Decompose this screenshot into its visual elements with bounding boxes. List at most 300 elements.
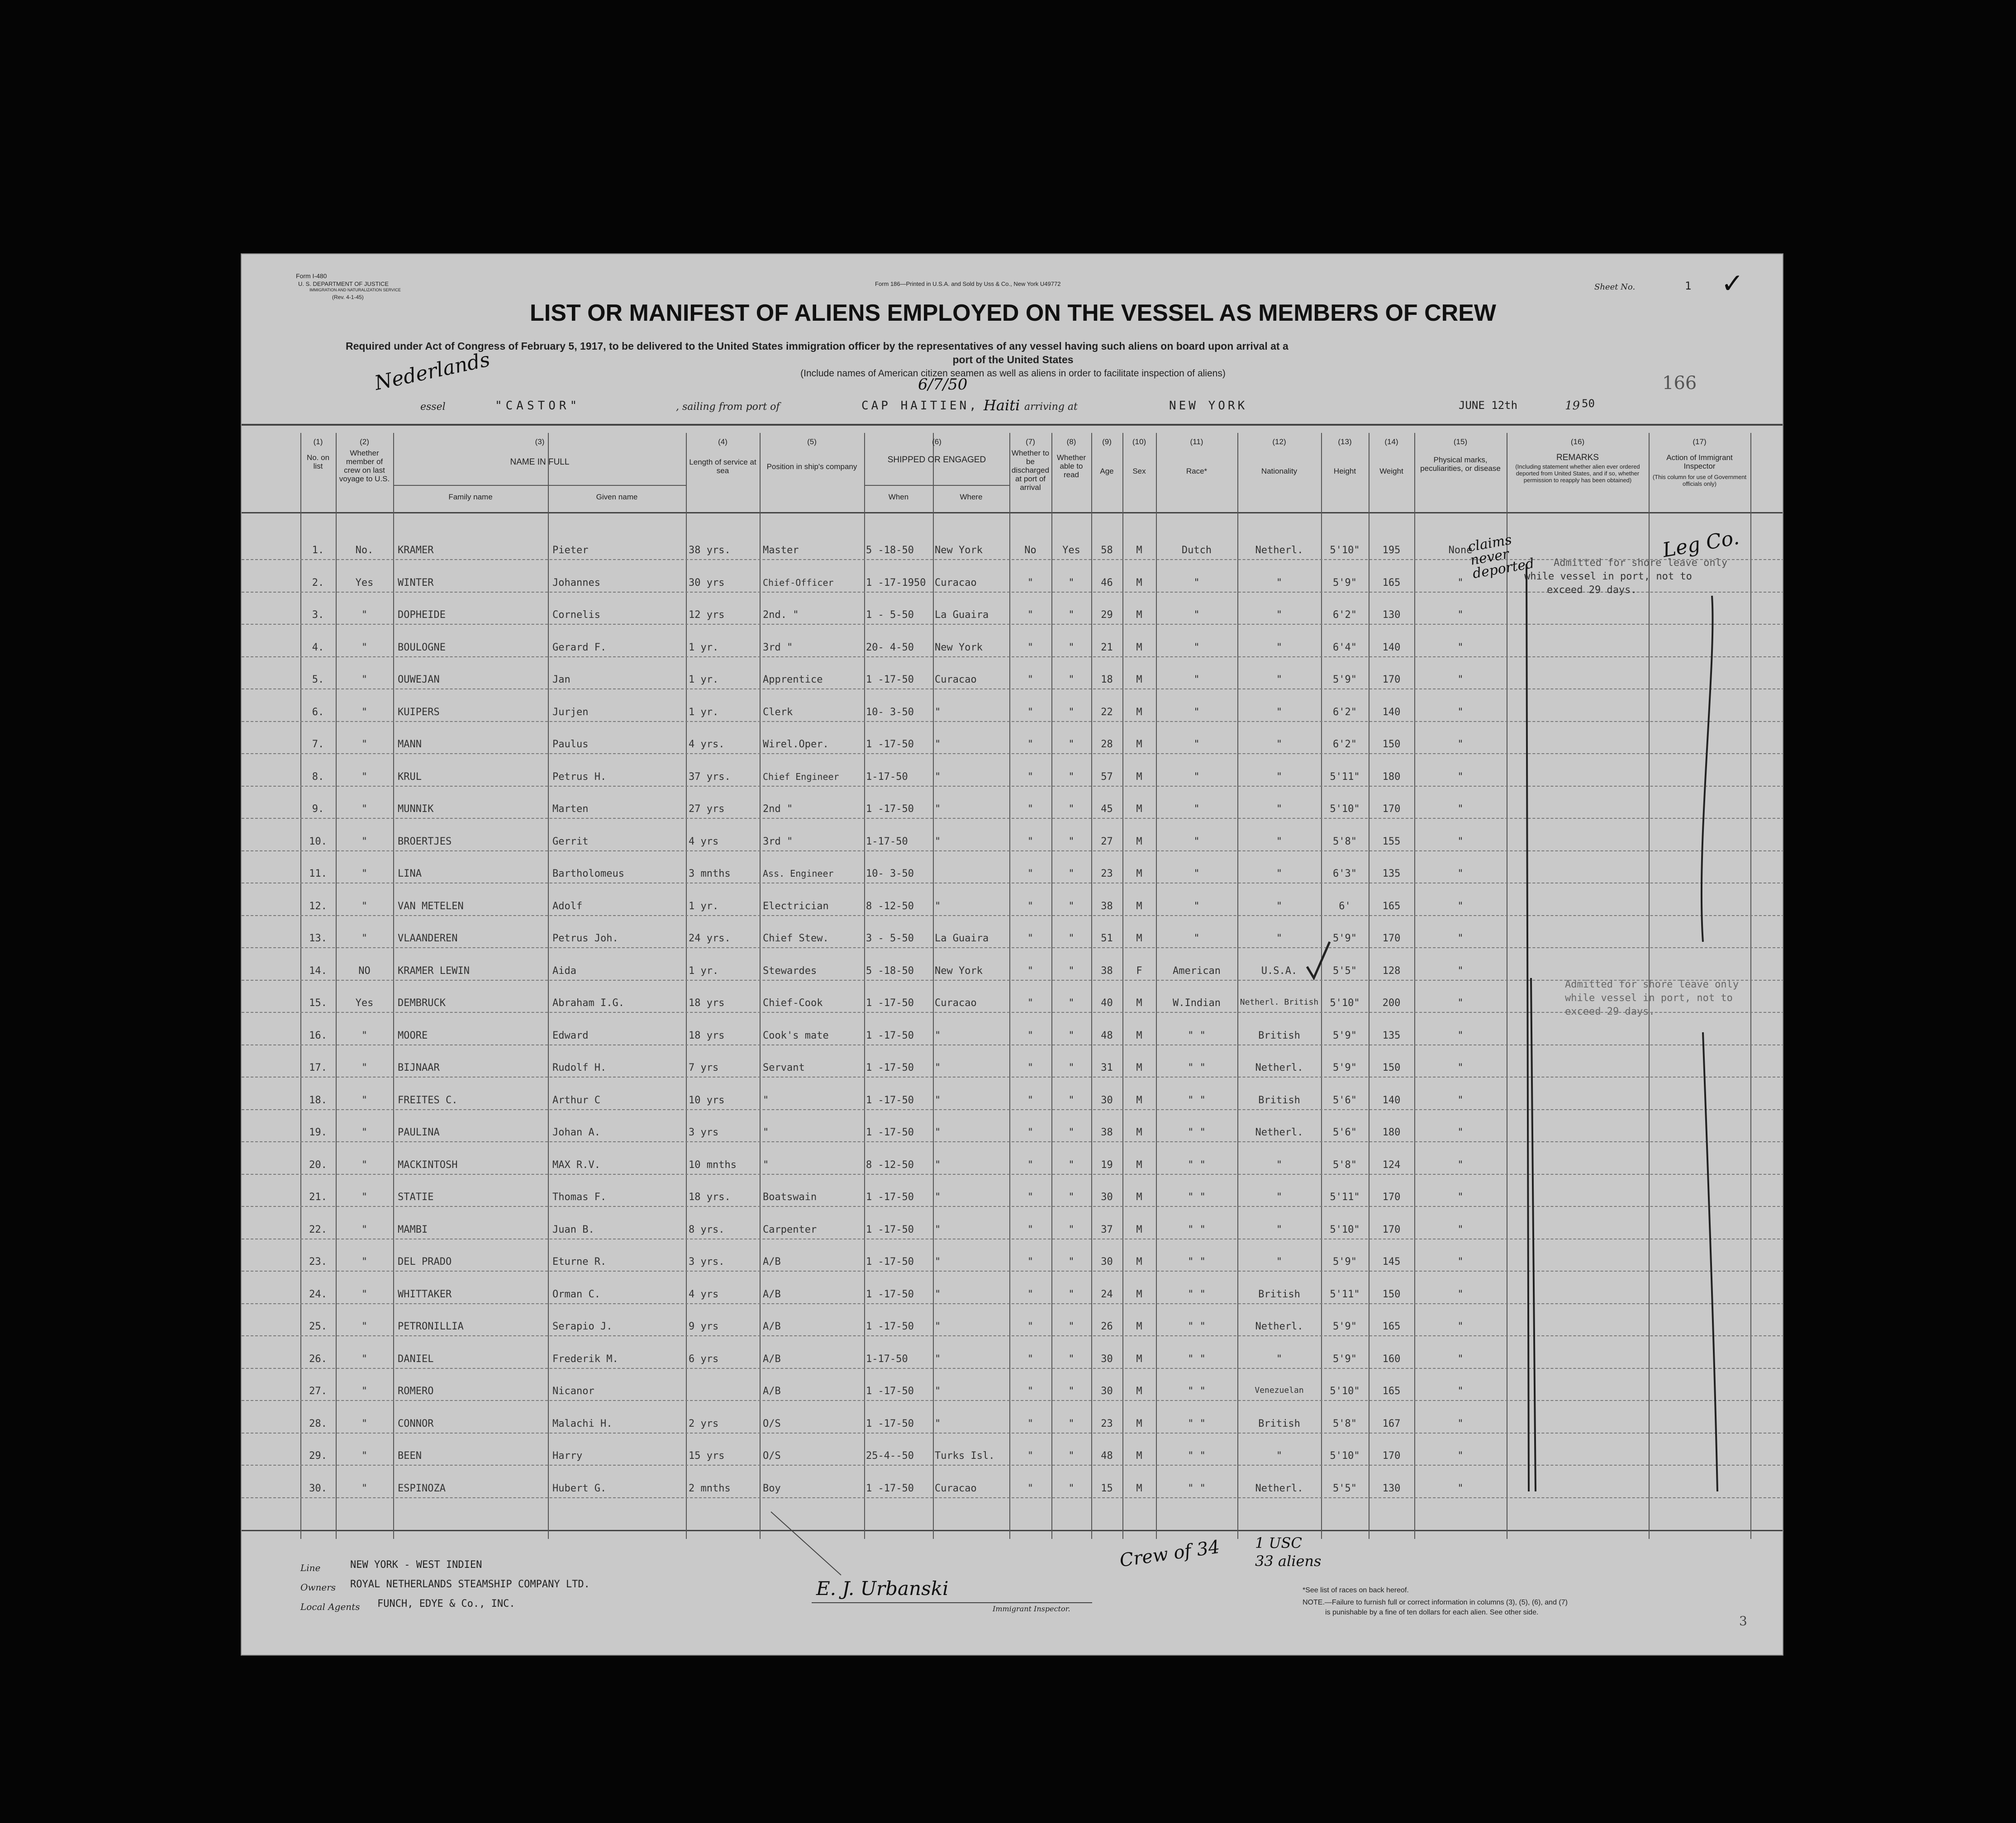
signature-rule (812, 1602, 1092, 1603)
form-rev: (Rev. 4-1-45) (332, 294, 364, 300)
cell-race: " " (1188, 1353, 1206, 1365)
cell-age: 58 (1101, 545, 1113, 556)
cell-sex: M (1136, 1450, 1142, 1462)
cell-no: 4. (312, 641, 324, 653)
cell-weight: 135 (1382, 868, 1401, 879)
cell-marks: " (1457, 1062, 1464, 1073)
cell-position: Carpenter (763, 1224, 817, 1235)
cell-position: Clerk (763, 706, 793, 718)
action-handwritten: Leg Co. (1660, 526, 1741, 562)
cell-when: 1-17-50 (866, 836, 908, 847)
cell-when: 1 -17-50 (866, 739, 914, 750)
cell-nationality: " (1276, 641, 1283, 653)
cell-weight: 135 (1382, 1030, 1401, 1041)
cell-position: Servant (763, 1062, 805, 1073)
cell-marks: " (1457, 1127, 1464, 1138)
line-label: Line (300, 1562, 321, 1573)
cell-height: 6'2" (1333, 706, 1357, 718)
col-weight: Weight (1379, 467, 1403, 475)
cell-height: 5'9" (1333, 674, 1357, 685)
cell-read: " (1068, 1127, 1075, 1138)
col-age: Age (1100, 467, 1114, 475)
cell-marks: " (1457, 739, 1464, 750)
cell-age: 38 (1101, 900, 1113, 912)
cell-family: KRAMER LEWIN (398, 965, 470, 977)
col-sex: Sex (1132, 467, 1146, 475)
cell-service: 27 yrs (689, 803, 725, 815)
cell-race: " (1193, 900, 1200, 912)
cell-where: " (935, 1321, 941, 1332)
cell-prev: " (361, 1386, 368, 1397)
cell-race: " " (1188, 1256, 1206, 1268)
cell-weight: 170 (1382, 1450, 1401, 1462)
cell-service: 2 mnths (689, 1482, 731, 1494)
cell-where: Turks Isl. (935, 1450, 995, 1462)
cell-family: MANN (398, 739, 422, 750)
cell-nationality: " (1276, 836, 1283, 847)
cell-marks: None (1448, 545, 1473, 556)
cell-nationality: Netherl. British (1240, 997, 1319, 1007)
cell-no: 5. (312, 674, 324, 685)
cell-position: 3rd " (763, 836, 793, 847)
cell-where: La Guaira (935, 933, 989, 944)
cell-no: 27. (309, 1386, 327, 1397)
inspector-signature: E. J. Urbanski (816, 1577, 949, 1600)
cell-sex: M (1136, 1127, 1142, 1138)
cell-service: 1 yr. (689, 674, 719, 685)
cell-where: " (935, 1062, 941, 1073)
cell-when: 1-17-50 (866, 1353, 908, 1365)
cell-height: 5'9" (1333, 1353, 1357, 1365)
cell-race: " (1193, 836, 1200, 847)
cell-height: 5'9" (1333, 933, 1357, 944)
col-num: (12) (1272, 437, 1286, 446)
cell-weight: 165 (1382, 1386, 1401, 1397)
cell-service: 3 yrs (689, 1127, 719, 1138)
cell-nationality: " (1276, 674, 1283, 685)
cell-service: 3 yrs. (689, 1256, 725, 1268)
cell-where: " (935, 706, 941, 718)
cell-height: 5'9" (1333, 1256, 1357, 1268)
cell-service: 38 yrs. (689, 545, 731, 556)
cell-service: 18 yrs. (689, 1192, 731, 1203)
cell-sex: M (1136, 1224, 1142, 1235)
corner-mark: 3 (1739, 1614, 1747, 1628)
cell-given: Aida (552, 965, 576, 977)
sheet-label: Sheet No. (1594, 282, 1636, 292)
cell-age: 24 (1101, 1288, 1113, 1300)
cell-height: 5'6" (1333, 1094, 1357, 1106)
cell-age: 23 (1101, 1418, 1113, 1429)
cell-where: " (935, 803, 941, 815)
sailing-label: , sailing from port of (676, 401, 780, 413)
cell-prev: " (361, 1159, 368, 1171)
cell-read: Yes (1062, 545, 1080, 556)
cell-weight: 170 (1382, 1192, 1401, 1203)
col-able-to-read: Whether able to read (1056, 453, 1086, 479)
cell-no: 12. (309, 900, 327, 912)
cell-position: O/S (763, 1418, 781, 1429)
cell-where: " (935, 1386, 941, 1397)
cell-no: 2. (312, 577, 324, 589)
cell-position: " (763, 1094, 769, 1106)
cell-read: " (1068, 1094, 1075, 1106)
cell-where: New York (935, 545, 983, 556)
line-value: NEW YORK - WEST INDIEN (350, 1559, 482, 1571)
cell-when: 1 -17-1950 (866, 577, 926, 589)
cell-nationality: " (1276, 1192, 1283, 1203)
cell-given: Johan A. (552, 1127, 600, 1138)
cell-prev: " (361, 1030, 368, 1041)
cell-sex: M (1136, 1353, 1142, 1365)
cell-prev: " (361, 1321, 368, 1332)
cell-service: 1 yr. (689, 706, 719, 718)
cell-nationality: " (1276, 1353, 1283, 1365)
cell-when: 1 - 5-50 (866, 609, 914, 621)
cell-discharged: " (1027, 803, 1034, 815)
cell-prev: " (361, 900, 368, 912)
cell-discharged: " (1027, 1127, 1034, 1138)
ditto-line (1702, 596, 1713, 942)
cell-age: 38 (1101, 965, 1113, 977)
cell-nationality: " (1276, 803, 1283, 815)
cell-marks: " (1457, 1321, 1464, 1332)
cell-sex: M (1136, 1192, 1142, 1203)
cell-sex: M (1136, 1321, 1142, 1332)
col-num: (16) (1570, 437, 1585, 446)
checkmark: ✓ (1721, 268, 1744, 299)
cell-weight: 130 (1382, 609, 1401, 621)
cell-service: 6 yrs (689, 1353, 719, 1365)
cell-nationality: " (1276, 900, 1283, 912)
cell-discharged: " (1027, 1030, 1034, 1041)
cell-discharged: " (1027, 1353, 1034, 1365)
cell-height: 5'10" (1330, 1450, 1360, 1462)
cell-no: 25. (309, 1321, 327, 1332)
cell-race: " " (1188, 1159, 1206, 1171)
cell-family: BEEN (398, 1450, 422, 1462)
cell-no: 9. (312, 803, 324, 815)
cell-service: 15 yrs (689, 1450, 725, 1462)
cell-race: " (1193, 706, 1200, 718)
cell-no: 11. (309, 868, 327, 879)
pen-stroke (771, 1512, 841, 1575)
cell-age: 18 (1101, 674, 1113, 685)
cell-given: Gerard F. (552, 641, 607, 653)
cell-sex: M (1136, 1386, 1142, 1397)
cell-age: 30 (1101, 1353, 1113, 1365)
cell-sex: M (1136, 836, 1142, 847)
cell-marks: " (1457, 1256, 1464, 1268)
cell-age: 48 (1101, 1030, 1113, 1041)
cell-where: " (935, 1192, 941, 1203)
cell-marks: " (1457, 706, 1464, 718)
cell-weight: 165 (1382, 577, 1401, 589)
col-remarks-sub: (Including statement whether alien ever ordered deported from United States, and if so, whether permission to reapply has been obtained) (1515, 463, 1640, 484)
cell-position: Chief-Cook (763, 997, 823, 1009)
cell-read: " (1068, 1288, 1075, 1300)
cell-weight: 180 (1382, 1127, 1401, 1138)
cell-age: 27 (1101, 836, 1113, 847)
col-num: (5) (807, 437, 817, 446)
cell-position: Cook's mate (763, 1030, 829, 1041)
cell-family: BOULOGNE (398, 641, 446, 653)
cell-family: DOPHEIDE (398, 609, 446, 621)
cell-given: Thomas F. (552, 1192, 607, 1203)
owners-label: Owners (300, 1582, 336, 1593)
cell-height: 5'6" (1333, 1127, 1357, 1138)
cell-height: 5'9" (1333, 577, 1357, 589)
cell-read: " (1068, 739, 1075, 750)
cell-weight: 128 (1382, 965, 1401, 977)
cell-height: 5'9" (1333, 1321, 1357, 1332)
cell-sex: M (1136, 706, 1142, 718)
cell-age: 30 (1101, 1192, 1113, 1203)
cell-prev: NO (358, 965, 371, 977)
cell-read: " (1068, 1192, 1075, 1203)
cell-race: " " (1188, 1030, 1206, 1041)
cell-prev: " (361, 1094, 368, 1106)
cell-when: 1 -17-50 (866, 1321, 914, 1332)
cell-height: 5'8" (1333, 1159, 1357, 1171)
cell-position: A/B (763, 1386, 781, 1397)
manifest-sheet (241, 253, 1783, 1656)
col-action: Action of Immigrant Inspector (1666, 453, 1733, 470)
cell-given: Hubert G. (552, 1482, 607, 1494)
cell-where: " (935, 739, 941, 750)
cell-sex: M (1136, 1159, 1142, 1171)
cell-discharged: " (1027, 1288, 1034, 1300)
cell-position: Chief Engineer (763, 771, 839, 782)
cell-marks: " (1457, 674, 1464, 685)
cell-where: " (935, 1418, 941, 1429)
col-race: Race* (1186, 467, 1208, 475)
cell-nationality: Netherl. (1255, 1127, 1303, 1138)
cell-nationality: British (1258, 1094, 1300, 1106)
cell-family: VAN METELEN (398, 900, 464, 912)
cell-race: " " (1188, 1094, 1206, 1106)
form-service: IMMIGRATION AND NATURALIZATION SERVICE (309, 288, 401, 292)
cell-discharged: " (1027, 641, 1034, 653)
cell-sex: M (1136, 1418, 1142, 1429)
cell-position: O/S (763, 1450, 781, 1462)
cell-marks: " (1457, 1159, 1464, 1171)
cell-given: Malachi H. (552, 1418, 613, 1429)
cell-age: 37 (1101, 1224, 1113, 1235)
cell-service: 30 yrs (689, 577, 725, 589)
cell-discharged: " (1027, 997, 1034, 1009)
cell-height: 5'8" (1333, 836, 1357, 847)
cell-position: Ass. Engineer (763, 868, 834, 879)
cell-weight: 124 (1382, 1159, 1401, 1171)
cell-discharged: " (1027, 771, 1034, 783)
cell-nationality: Netherl. (1255, 545, 1303, 556)
cell-weight: 170 (1382, 1224, 1401, 1235)
cell-family: ESPINOZA (398, 1482, 446, 1494)
cell-read: " (1068, 803, 1075, 815)
cell-age: 15 (1101, 1482, 1113, 1494)
shore-leave-stamp: exceed 29 days. (1565, 1006, 1655, 1017)
col-num: (11) (1190, 437, 1203, 446)
sailing-port: CAP HAITIEN, (861, 399, 979, 413)
cell-nationality: " (1276, 706, 1283, 718)
cell-family: WINTER (398, 577, 434, 589)
cell-family: MAMBI (398, 1224, 428, 1235)
cell-family: OUWEJAN (398, 674, 440, 685)
cell-where: Curacao (935, 577, 977, 589)
cell-family: DEMBRUCK (398, 997, 446, 1009)
ditto-line (1703, 1032, 1717, 1491)
cell-when: 25-4--50 (866, 1450, 914, 1462)
cell-prev: Yes (355, 997, 374, 1009)
cell-prev: " (361, 868, 368, 879)
cell-family: FREITES C. (398, 1094, 458, 1106)
cell-age: 51 (1101, 933, 1113, 944)
cell-when: 5 -18-50 (866, 965, 914, 977)
cell-position: A/B (763, 1321, 781, 1332)
cell-given: Jurjen (552, 706, 589, 718)
cell-sex: M (1136, 1094, 1142, 1106)
col-name-in-full: NAME IN FULL (510, 457, 570, 467)
cell-given: Rudolf H. (552, 1062, 607, 1073)
cell-read: " (1068, 1256, 1075, 1268)
cell-marks: " (1457, 1386, 1464, 1397)
cell-nationality: " (1276, 739, 1283, 750)
cell-no: 1. (312, 545, 324, 556)
cell-discharged: " (1027, 1256, 1034, 1268)
cell-race: " (1193, 933, 1200, 944)
cell-service: 1 yr. (689, 641, 719, 653)
cell-when: 1 -17-50 (866, 1386, 914, 1397)
cell-discharged: " (1027, 965, 1034, 977)
cell-marks: " (1457, 933, 1464, 944)
include-note: (Include names of American citizen seamen as well as aliens in order to facilitate inspection of aliens) (800, 368, 1226, 379)
cell-discharged: " (1027, 1418, 1034, 1429)
cell-position: 3rd " (763, 641, 793, 653)
col-num: (2) (360, 437, 369, 446)
agents-value: FUNCH, EDYE & Co., INC. (377, 1598, 515, 1609)
cell-race: " " (1188, 1192, 1206, 1203)
cell-where: New York (935, 641, 983, 653)
cell-race: " " (1188, 1386, 1206, 1397)
cell-weight: 165 (1382, 900, 1401, 912)
races-note: *See list of races on back hereof. (1303, 1586, 1409, 1594)
cell-family: STATIE (398, 1192, 434, 1203)
crew-count-aliens: 33 aliens (1255, 1552, 1322, 1570)
cell-age: 45 (1101, 803, 1113, 815)
cell-sex: M (1136, 1288, 1142, 1300)
cell-sex: M (1136, 739, 1142, 750)
cell-no: 30. (309, 1482, 327, 1494)
col-num: (17) (1693, 437, 1707, 446)
cell-given: Arthur C (552, 1094, 600, 1106)
cell-read: " (1068, 641, 1075, 653)
cell-prev: " (361, 1127, 368, 1138)
cell-marks: " (1457, 965, 1464, 977)
cell-marks: " (1457, 1288, 1464, 1300)
fine-note-2: is punishable by a fine of ten dollars for each alien. See other side. (1325, 1609, 1539, 1616)
cell-no: 10. (309, 836, 327, 847)
cell-read: " (1068, 706, 1075, 718)
cell-age: 57 (1101, 771, 1113, 783)
col-given-name: Given name (596, 493, 638, 501)
cell-marks: " (1457, 609, 1464, 621)
cell-age: 30 (1101, 1094, 1113, 1106)
cell-marks: " (1457, 577, 1464, 589)
cell-race: " " (1188, 1321, 1206, 1332)
cell-race: " " (1188, 1288, 1206, 1300)
cell-race: " " (1188, 1224, 1206, 1235)
vessel-label: essel (420, 401, 446, 413)
cell-no: 24. (309, 1288, 327, 1300)
cell-sex: M (1136, 1062, 1142, 1073)
cell-no: 18. (309, 1094, 327, 1106)
cell-height: 5'9" (1333, 1030, 1357, 1041)
col-num: (4) (718, 437, 727, 446)
requirement-line-1: Required under Act of Congress of February 5, 1917, to be delivered to the United States immigration officer by the representatives of any vessel having such aliens on board upon arrival at a (346, 340, 1289, 352)
cell-prev: " (361, 706, 368, 718)
cell-family: BIJNAAR (398, 1062, 440, 1073)
cell-given: Harry (552, 1450, 583, 1462)
cell-service: 3 mnths (689, 868, 731, 879)
sailing-port-handwritten: Haiti (984, 397, 1020, 414)
col-physical-marks: Physical marks, peculiarities, or disease (1420, 456, 1501, 473)
cell-marks: " (1457, 836, 1464, 847)
cell-when: 1 -17-50 (866, 1062, 914, 1073)
cell-prev: No. (355, 545, 374, 556)
cell-height: 5'11" (1330, 771, 1360, 783)
cell-nationality: British (1258, 1418, 1300, 1429)
cell-read: " (1068, 1224, 1075, 1235)
cell-family: MOORE (398, 1030, 428, 1041)
cell-prev: " (361, 1418, 368, 1429)
cell-when: 1 -17-50 (866, 997, 914, 1009)
cell-family: PAULINA (398, 1127, 440, 1138)
cell-given: Orman C. (552, 1288, 600, 1300)
cell-family: VLAANDEREN (398, 933, 458, 944)
col-num: (15) (1453, 437, 1468, 446)
cell-sex: F (1136, 965, 1142, 977)
cell-when: 20- 4-50 (866, 641, 914, 653)
cell-sex: M (1136, 674, 1142, 685)
cell-prev: " (361, 803, 368, 815)
cell-discharged: " (1027, 1450, 1034, 1462)
arrival-year-prefix: 19 (1565, 399, 1580, 413)
cell-weight: 150 (1382, 739, 1401, 750)
arrival-year: 50 (1582, 397, 1595, 410)
cell-when: 10- 3-50 (866, 868, 914, 879)
cell-height: 5'10" (1330, 803, 1360, 815)
cell-weight: 145 (1382, 1256, 1401, 1268)
cell-height: 5'10" (1330, 997, 1360, 1009)
col-num: (10) (1132, 437, 1146, 446)
ditto-line (1531, 978, 1536, 1491)
shore-leave-stamp: exceed 29 days. (1547, 584, 1637, 596)
cell-position: Apprentice (763, 674, 823, 685)
cell-service: 2 yrs (689, 1418, 719, 1429)
cell-where: " (935, 1159, 941, 1171)
cell-family: WHITTAKER (398, 1288, 452, 1300)
cell-sex: M (1136, 1256, 1142, 1268)
cell-sex: M (1136, 900, 1142, 912)
cell-sex: M (1136, 1030, 1142, 1041)
cell-marks: " (1457, 868, 1464, 879)
cell-sex: M (1136, 771, 1142, 783)
col-no-on-list: No. on list (306, 453, 330, 470)
cell-nationality: Venezuelan (1255, 1386, 1304, 1395)
arrival-date: JUNE 12th (1459, 399, 1518, 412)
col-num: (1) (313, 437, 323, 446)
